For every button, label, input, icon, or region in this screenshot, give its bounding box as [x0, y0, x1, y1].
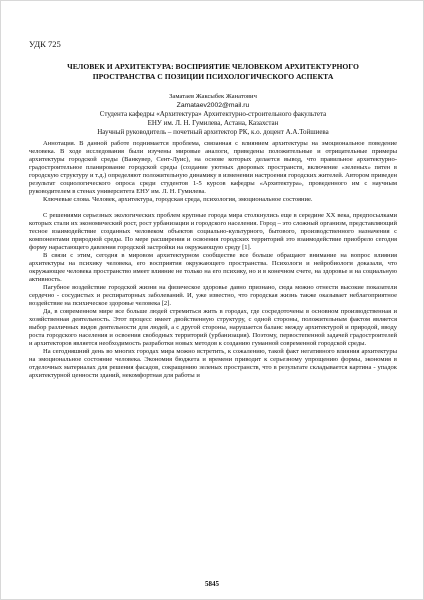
- scientific-supervisor: Научный руководитель – почетный архитектор РК, к.о. доцент А.А.Тойшиева: [97, 127, 329, 136]
- body-paragraph: Да, в современном мире все больше людей стремиться жить в городах, где сосредоточены в основном производственная и хозяйственная деятельность. Этот процесс имеет двойственную структуру, с одной стороны, положительным фактом является выбор различных видов деятельности для людей, а с другой стороны, нарушается баланс между архитектурой и природой, вводу роста городского населения и освоения свободных территорий (урбанизация). Поэтому, первостепенной задачей градостроителей и архитекторов является необходимость разработки новых методов к созданию гуманной современной городской среды.: [29, 307, 397, 347]
- udk-code: УДК 725: [29, 39, 61, 49]
- body-paragraph: В связи с этим, сегодня в мировом архитектурном сообществе все больше обращают внимание на вопрос влияния архитектуры на психику человека, его восприятия окружающего пространства. Психологи и нейробиологи доказали, что окружающее человека пространство имеет влияние не только на его психику, но и в конечном счете, на здоровье и на социальную активность.: [29, 251, 397, 283]
- author-affiliation: Студента кафедры «Архитектура» Архитектурно-строительного факультета: [99, 110, 327, 119]
- page-number: 5845: [205, 580, 219, 588]
- body-paragraph: На сегодняшний день во многих городах мира можно встретить, к сожалению, такой факт негативного влияния архитектуры на эмоциональное состояние человека. Экономия бюджета и времени приводит к серьезному упрощению формы, экономия в отделочных материалах для решения фасадов, сокращению зеленых пространств, что в результате складывается картина - упадок архитектурной ценности зданий, некомфортная для работы и: [29, 347, 397, 380]
- abstract: Аннотация. В данной работе поднимается проблема, связанная с влиянием архитектуры на эмоциональное поведение человека. В ходе исследования были изучены мировые аналоги, приведены положительные и отрицательные примеры архитектуры городской среды (Ванкувер, Сент-Луис), на основе которых делается вывод, что правильное архитектурно-градостроительное планирование городской среды (создание уютных дворовых пространств, включение «зеленых» пятен в городскую структуру и т.д.) определяют положительную динамику в изменении настроения городских жителей. Автором приведен результат социологического опроса среди студентов 1-5 курсов кафедры «Архитектура», проведенного им с научным руководителем в стенах университета ЕНУ им. Л. Н. Гумилева.: [29, 139, 397, 195]
- author-name: Заматаев Жаксыбек Жанатович: [169, 93, 257, 101]
- body-paragraph: С решениями серьезных экологических проблем крупные города мира столкнулись еще в середине XX века, предпосылками которых стали их экономический рост, рост урбанизации и городского населения. Город – это сложный организм, представляющий тесное взаимодействие созданных человеком объектов социально-культурного, бытового, производственного назначения с компонентами природной среды. По мере расширения и освоения городских территорий это взаимодействие приобрело сегодня форму нарастающего давления городской застройки на окружающую среду [1].: [29, 211, 397, 251]
- author-email[interactable]: Zamataev2002@mail.ru: [176, 101, 250, 109]
- paper-title: ЧЕЛОВЕК И АРХИТЕКТУРА: ВОСПРИЯТИЕ ЧЕЛОВЕКОМ АРХИТЕКТУРНОГО ПРОСТРАНСТВА С ПОЗИЦИИ ПСИХОЛОГИЧЕСКОГО АСПЕКТА: [67, 62, 359, 81]
- keywords: Ключевые слова. Человек, архитектура, городская среда, психология, эмоциональное состояние.: [43, 195, 313, 203]
- author-affiliation-location: ЕНУ им. Л. Н. Гумилева, Астана, Казахстан: [147, 118, 279, 127]
- body-paragraph: Пагубное воздействие городской жизни на физическое здоровье давно признано, сюда можно отнести высокие показатели сердечно - сосудистых и респираторных заболеваний. И, уже известно, что городская жизнь также оказывает неблагоприятное воздействие на психическое здоровье человека [2].: [29, 283, 397, 307]
